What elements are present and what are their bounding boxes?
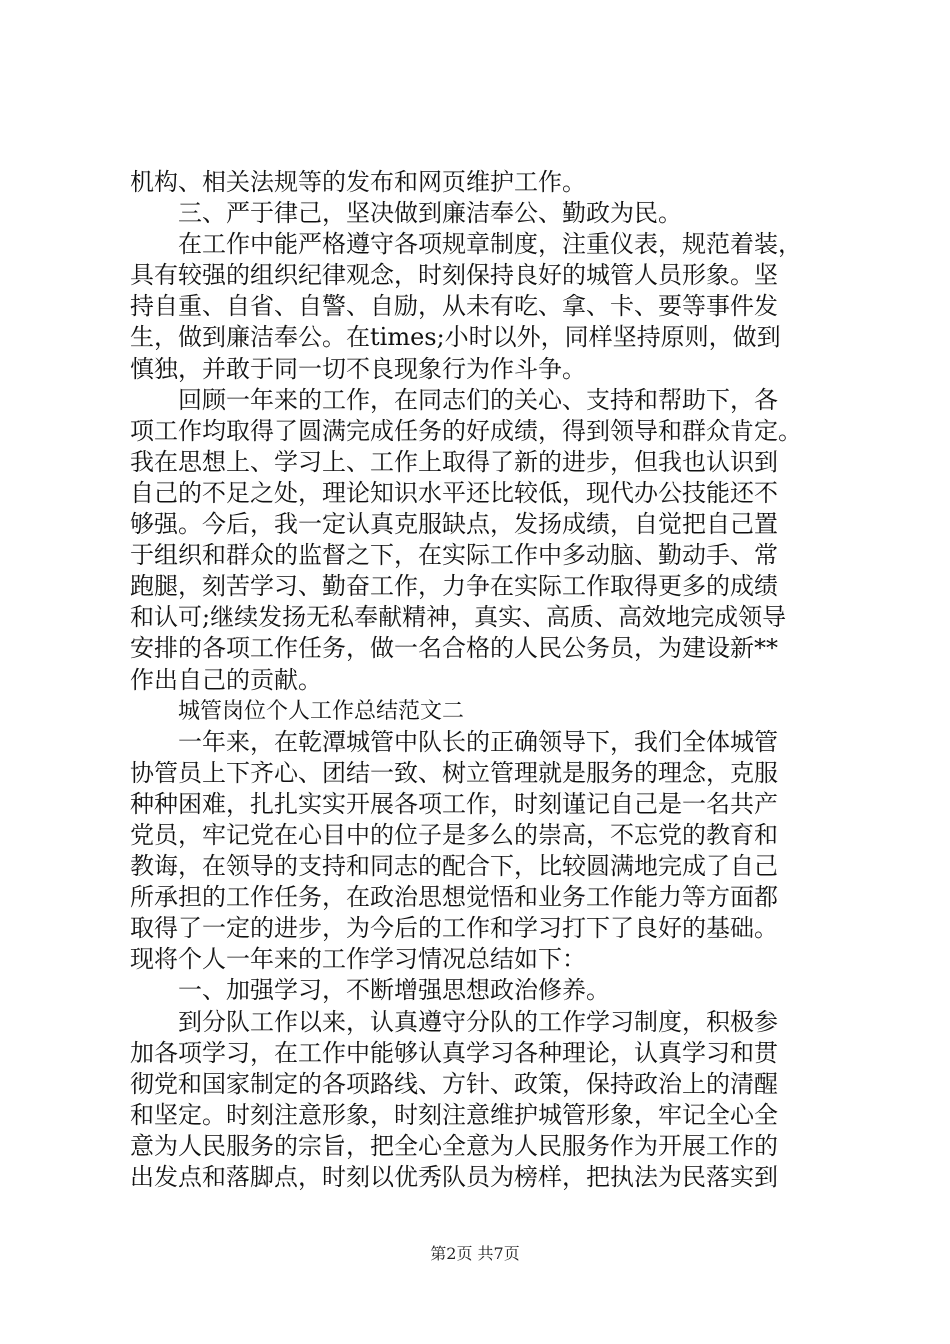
text-line: 项工作均取得了圆满完成任务的好成绩，得到领导和群众肯定。 [130,416,802,445]
text-line: 慎独，并敢于同一切不良现象行为作斗争。 [130,354,586,383]
text-line: 自己的不足之处，理论知识水平还比较低，现代办公技能还不 [130,478,778,507]
text-line: 到分队工作以来，认真遵守分队的工作学习制度，积极参 [178,1007,778,1036]
section-title: 城管岗位个人工作总结范文二 [178,698,465,724]
text-line: 教诲，在领导的支持和同志的配合下，比较圆满地完成了自己 [130,852,778,881]
text-line: 跑腿，刻苦学习、勤奋工作，力争在实际工作取得更多的成绩 [130,572,778,601]
text-line: 一年来，在乾潭城管中队长的正确领导下，我们全体城管 [178,727,778,756]
text-line: 持自重、自省、自警、自励，从未有吃、拿、卡、要等事件发 [130,292,778,321]
text-line: 于组织和群众的监督之下，在实际工作中多动脑、勤动手、常 [130,541,778,570]
text-line: 和认可;继续发扬无私奉献精神，真实、高质、高效地完成领导 [130,603,787,632]
text-line: 在工作中能严格遵守各项规章制度，注重仪表，规范着装， [178,230,802,259]
text-line: 一、加强学习，不断增强思想政治修养。 [178,976,610,1005]
text-line: 具有较强的组织纪律观念，时刻保持良好的城管人员形象。坚 [130,261,778,290]
text-line: 协管员上下齐心、团结一致、树立管理就是服务的理念，克服 [130,758,778,787]
text-line: 我在思想上、学习上、工作上取得了新的进步，但我也认识到 [130,447,778,476]
document-body [130,167,830,1193]
text-line: 三、严于律己，坚决做到廉洁奉公、勤政为民。 [178,199,682,228]
text-line: 意为人民服务的宗旨，把全心全意为人民服务作为开展工作的 [130,1131,778,1160]
text-line: 加各项学习，在工作中能够认真学习各种理论，认真学习和贯 [130,1038,778,1067]
page-footer: 第2页 共7页 [430,1244,520,1263]
text-line: 机构、相关法规等的发布和网页维护工作。 [130,168,586,196]
text-line: 够强。今后，我一定认真克服缺点，发扬成绩，自觉把自己置 [130,510,778,539]
text-line: 生，做到廉洁奉公。在times;小时以外，同样坚持原则，做到 [130,323,781,352]
text-line: 现将个人一年来的工作学习情况总结如下： [130,945,586,974]
text-line: 和坚定。时刻注意形象，时刻注意维护城管形象，牢记全心全 [130,1100,778,1129]
text-line: 出发点和落脚点，时刻以优秀队员为榜样，把执法为民落实到 [130,1163,778,1191]
text-line: 党员，牢记党在心目中的位子是多么的崇高，不忘党的教育和 [130,820,778,849]
text-line: 彻党和国家制定的各项路线、方针、政策，保持政治上的清醒 [130,1069,778,1098]
text-line: 所承担的工作任务，在政治思想觉悟和业务工作能力等方面都 [130,883,778,912]
text-line: 种种困难，扎扎实实开展各项工作，时刻谨记自己是一名共产 [130,789,778,818]
text-line: 回顾一年来的工作，在同志们的关心、支持和帮助下，各 [178,385,778,414]
text-line: 作出自己的贡献。 [130,665,322,694]
text-line: 取得了一定的进步，为今后的工作和学习打下了良好的基础。 [130,914,778,943]
text-line: 安排的各项工作任务，做一名合格的人民公务员，为建设新** [130,634,778,663]
